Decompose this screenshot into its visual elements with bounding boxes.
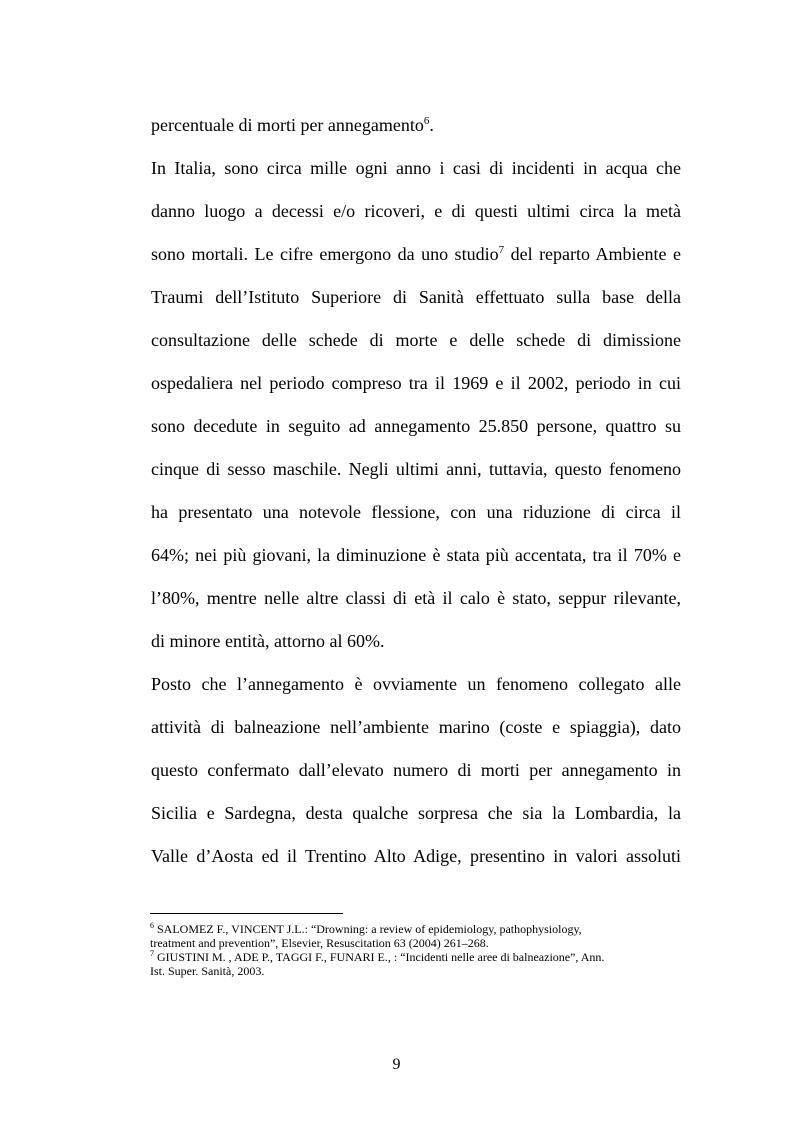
body-line: di minore entità, attorno al 60%. [151, 631, 385, 651]
body-line: consultazione delle schede di morte e delle schede di dimissione [151, 330, 681, 350]
page-number: 9 [392, 1056, 401, 1073]
body-line: cinque di sesso maschile. Negli ultimi anni, tuttavia, questo fenomeno [151, 459, 681, 479]
footnote-ref: 6 [423, 115, 430, 127]
body-line: Valle d’Aosta ed il Trentino Alto Adige, presentino in valori assoluti [151, 846, 681, 866]
body-line: Posto che l’annegamento è ovviamente un fenomeno collegato alle [151, 674, 681, 694]
body-line: In Italia, sono circa mille ogni anno i casi di incidenti in acqua che [151, 158, 681, 178]
footnote-separator [150, 913, 343, 914]
body-line: percentuale di morti per annegamento$^6$. [151, 115, 434, 135]
footnote-6-cont: treatment and prevention”, Elsevier, Resuscitation 63 (2004) 261–268. [150, 936, 489, 950]
body-line: sono mortali. Le cifre emergono da uno studio$^7$ del reparto Ambiente e [151, 244, 682, 264]
body-line: l’80%, mentre nelle altre classi di età il calo è stato, seppur rilevante, [151, 588, 681, 608]
footnote-ref: 7 [498, 244, 505, 256]
footnote-6: $^6$ SALOMEZ F., VINCENT J.L.: “Drowning: a review of epidemiology, pathophysiology, [150, 921, 582, 936]
footnote-7-cont: Ist. Super. Sanità, 2003. [150, 964, 265, 978]
body-line: attività di balneazione nell’ambiente marino (coste e spiaggia), dato [151, 717, 681, 737]
body-line: 64%; nei più giovani, la diminuzione è stata più accentata, tra il 70% e [151, 545, 681, 565]
body-line: ha presentato una notevole flessione, con una riduzione di circa il [151, 502, 681, 522]
body-line: ospedaliera nel periodo compreso tra il 1969 e il 2002, periodo in cui [151, 373, 681, 393]
footnote-7: $^7$ GIUSTINI M. , ADE P., TAGGI F., FUNARI E., : “Incidenti nelle aree di balneazione”, Ann. [150, 949, 605, 964]
body-line: Sicilia e Sardegna, desta qualche sorpresa che sia la Lombardia, la [151, 803, 681, 823]
body-line: sono decedute in seguito ad annegamento 25.850 persone, quattro su [151, 416, 681, 436]
body-line: danno luogo a decessi e/o ricoveri, e di questi ultimi circa la metà [151, 201, 681, 221]
body-line: questo confermato dall’elevato numero di morti per annegamento in [151, 760, 681, 780]
body-line: Traumi dell’Istituto Superiore di Sanità effettuato sulla base della [151, 287, 681, 307]
